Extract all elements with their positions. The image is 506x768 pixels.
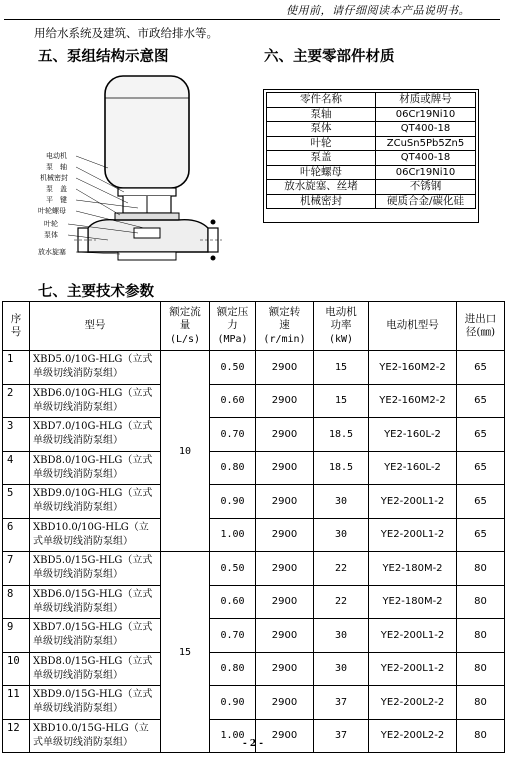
row-speed: 2900 <box>256 619 314 653</box>
header-pressure: 额定压 力 (MPa) <box>210 302 256 351</box>
diagram-label-mech-seal: 机械密封 <box>40 174 68 182</box>
row-speed: 2900 <box>256 652 314 686</box>
table-row <box>3 451 505 485</box>
table-row <box>267 194 476 209</box>
table-row <box>267 122 476 137</box>
page-header: 使用前，请仔细阅读本产品说明书。 <box>286 4 470 17</box>
tech-params-table <box>2 301 505 753</box>
diagram-label-cover: 泵 盖 <box>46 185 67 193</box>
row-outlet: 65 <box>457 384 505 418</box>
row-power: 37 <box>314 686 369 720</box>
intro-text: 用给水系统及建筑、市政给排水等。 <box>34 26 218 40</box>
row-flow: 10 <box>161 351 210 552</box>
row-motor-model: YE2-200L1-2 <box>369 518 457 552</box>
row-index: 6 <box>3 518 30 552</box>
row-model: XBD10.0/10G-HLG（立 式单级切线消防泵组） <box>30 518 161 552</box>
row-model: XBD7.0/10G-HLG（立式 单级切线消防泵组） <box>30 418 161 452</box>
row-index: 3 <box>3 418 30 452</box>
table-row <box>267 180 476 195</box>
materials-cell: 泵盖 <box>267 151 376 166</box>
table-row <box>267 93 476 108</box>
row-model: XBD8.0/15G-HLG（立式 单级切线消防泵组） <box>30 652 161 686</box>
materials-header-material: 材质或牌号 <box>376 93 476 108</box>
row-speed: 2900 <box>256 418 314 452</box>
row-speed: 2900 <box>256 686 314 720</box>
row-motor-model: YE2-200L2-2 <box>369 719 457 753</box>
row-outlet: 80 <box>457 652 505 686</box>
row-index: 1 <box>3 351 30 385</box>
materials-header-part: 零件名称 <box>267 93 376 108</box>
materials-cell: 叶轮螺母 <box>267 165 376 180</box>
row-index: 8 <box>3 585 30 619</box>
row-outlet: 65 <box>457 451 505 485</box>
row-power: 15 <box>314 351 369 385</box>
table-row <box>267 136 476 151</box>
row-power: 30 <box>314 518 369 552</box>
row-outlet: 80 <box>457 619 505 653</box>
table-row <box>3 351 505 385</box>
row-pressure: 1.00 <box>210 518 256 552</box>
row-index: 2 <box>3 384 30 418</box>
row-speed: 2900 <box>256 485 314 519</box>
row-model: XBD10.0/15G-HLG（立 式单级切线消防泵组） <box>30 719 161 753</box>
row-motor-model: YE2-160L-2 <box>369 451 457 485</box>
table-row <box>267 107 476 122</box>
row-speed: 2900 <box>256 552 314 586</box>
materials-cell: 泵体 <box>267 122 376 137</box>
materials-cell: ZCuSn5Pb5Zn5 <box>376 136 476 151</box>
row-motor-model: YE2-200L2-2 <box>369 686 457 720</box>
row-outlet: 80 <box>457 552 505 586</box>
row-power: 22 <box>314 585 369 619</box>
row-speed: 2900 <box>256 351 314 385</box>
section-5-title: 五、泵组结构示意图 <box>38 49 169 65</box>
header-power: 电动机 功率 (kW) <box>314 302 369 351</box>
row-motor-model: YE2-160L-2 <box>369 418 457 452</box>
row-pressure: 0.80 <box>210 652 256 686</box>
row-index: 4 <box>3 451 30 485</box>
row-power: 30 <box>314 652 369 686</box>
row-speed: 2900 <box>256 451 314 485</box>
row-motor-model: YE2-200L1-2 <box>369 619 457 653</box>
row-index: 5 <box>3 485 30 519</box>
table-row <box>3 585 505 619</box>
row-model: XBD6.0/15G-HLG（立式 单级切线消防泵组） <box>30 585 161 619</box>
materials-cell: QT400-18 <box>376 122 476 137</box>
table-row <box>3 686 505 720</box>
header-model: 型号 <box>30 302 161 351</box>
row-index: 9 <box>3 619 30 653</box>
row-motor-model: YE2-160M2-2 <box>369 351 457 385</box>
row-flow: 15 <box>161 552 210 753</box>
row-pressure: 0.50 <box>210 552 256 586</box>
row-outlet: 65 <box>457 351 505 385</box>
row-power: 30 <box>314 619 369 653</box>
diagram-label-impeller: 叶轮 <box>44 220 58 228</box>
materials-cell: 06Cr19Ni10 <box>376 107 476 122</box>
diagram-label-key: 平 键 <box>46 196 67 204</box>
row-model: XBD9.0/10G-HLG（立式 单级切线消防泵组） <box>30 485 161 519</box>
materials-cell: 机械密封 <box>267 194 376 209</box>
row-model: XBD7.0/15G-HLG（立式 单级切线消防泵组） <box>30 619 161 653</box>
row-outlet: 65 <box>457 518 505 552</box>
row-pressure: 0.60 <box>210 384 256 418</box>
row-power: 18.5 <box>314 451 369 485</box>
row-pressure: 0.80 <box>210 451 256 485</box>
materials-cell: 06Cr19Ni10 <box>376 165 476 180</box>
row-power: 15 <box>314 384 369 418</box>
row-speed: 2900 <box>256 585 314 619</box>
header-speed: 额定转 速 (r/min) <box>256 302 314 351</box>
table-row <box>3 652 505 686</box>
table-row <box>267 151 476 166</box>
row-pressure: 0.90 <box>210 686 256 720</box>
header-motor: 电动机型号 <box>369 302 457 351</box>
diagram-label-motor: 电动机 <box>46 152 67 160</box>
row-pressure: 0.70 <box>210 619 256 653</box>
row-speed: 2900 <box>256 719 314 753</box>
row-pressure: 0.60 <box>210 585 256 619</box>
diagram-label-drain-plug: 放水旋塞 <box>38 248 66 256</box>
row-pressure: 1.00 <box>210 719 256 753</box>
row-pressure: 0.90 <box>210 485 256 519</box>
row-model: XBD8.0/10G-HLG（立式 单级切线消防泵组） <box>30 451 161 485</box>
row-motor-model: YE2-200L1-2 <box>369 652 457 686</box>
materials-table <box>266 92 476 209</box>
row-outlet: 80 <box>457 585 505 619</box>
row-motor-model: YE2-180M-2 <box>369 585 457 619</box>
row-outlet: 65 <box>457 485 505 519</box>
row-outlet: 80 <box>457 686 505 720</box>
table-header-row <box>3 302 505 351</box>
materials-cell: 不锈钢 <box>376 180 476 195</box>
row-index: 7 <box>3 552 30 586</box>
table-row <box>3 552 505 586</box>
row-power: 30 <box>314 485 369 519</box>
table-row <box>3 485 505 519</box>
section-6-title: 六、主要零部件材质 <box>264 49 395 65</box>
row-model: XBD5.0/15G-HLG（立式 单级切线消防泵组） <box>30 552 161 586</box>
row-model: XBD6.0/10G-HLG（立式 单级切线消防泵组） <box>30 384 161 418</box>
section-7-title: 七、主要技术参数 <box>38 284 154 300</box>
materials-cell: 泵轴 <box>267 107 376 122</box>
table-row <box>3 619 505 653</box>
row-power: 22 <box>314 552 369 586</box>
table-row <box>267 165 476 180</box>
materials-cell: 硬质合金/碳化硅 <box>376 194 476 209</box>
header-rule <box>4 19 500 20</box>
row-outlet: 80 <box>457 719 505 753</box>
page-number: - 2 - <box>243 739 263 749</box>
materials-cell: QT400-18 <box>376 151 476 166</box>
table-row <box>3 518 505 552</box>
header-outlet: 进出口 径(㎜) <box>457 302 505 351</box>
row-power: 18.5 <box>314 418 369 452</box>
row-model: XBD5.0/10G-HLG（立式 单级切线消防泵组） <box>30 351 161 385</box>
row-speed: 2900 <box>256 518 314 552</box>
diagram-label-shaft: 泵 轴 <box>46 163 67 171</box>
row-motor-model: YE2-180M-2 <box>369 552 457 586</box>
row-index: 10 <box>3 652 30 686</box>
row-motor-model: YE2-200L1-2 <box>369 485 457 519</box>
pump-structure-diagram <box>38 68 238 268</box>
row-model: XBD9.0/15G-HLG（立式 单级切线消防泵组） <box>30 686 161 720</box>
motor-shape <box>105 76 189 188</box>
row-pressure: 0.70 <box>210 418 256 452</box>
row-power: 37 <box>314 719 369 753</box>
row-index: 11 <box>3 686 30 720</box>
materials-cell: 放水旋塞、丝堵 <box>267 180 376 195</box>
diagram-label-body: 泵体 <box>44 231 58 239</box>
row-outlet: 65 <box>457 418 505 452</box>
header-flow: 额定流 量 (L/s) <box>161 302 210 351</box>
row-index: 12 <box>3 719 30 753</box>
header-idx: 序 号 <box>3 302 30 351</box>
table-row <box>3 418 505 452</box>
row-motor-model: YE2-160M2-2 <box>369 384 457 418</box>
row-speed: 2900 <box>256 384 314 418</box>
table-row <box>3 384 505 418</box>
row-pressure: 0.50 <box>210 351 256 385</box>
materials-cell: 叶轮 <box>267 136 376 151</box>
diagram-label-impeller-nut: 叶轮螺母 <box>38 207 66 215</box>
